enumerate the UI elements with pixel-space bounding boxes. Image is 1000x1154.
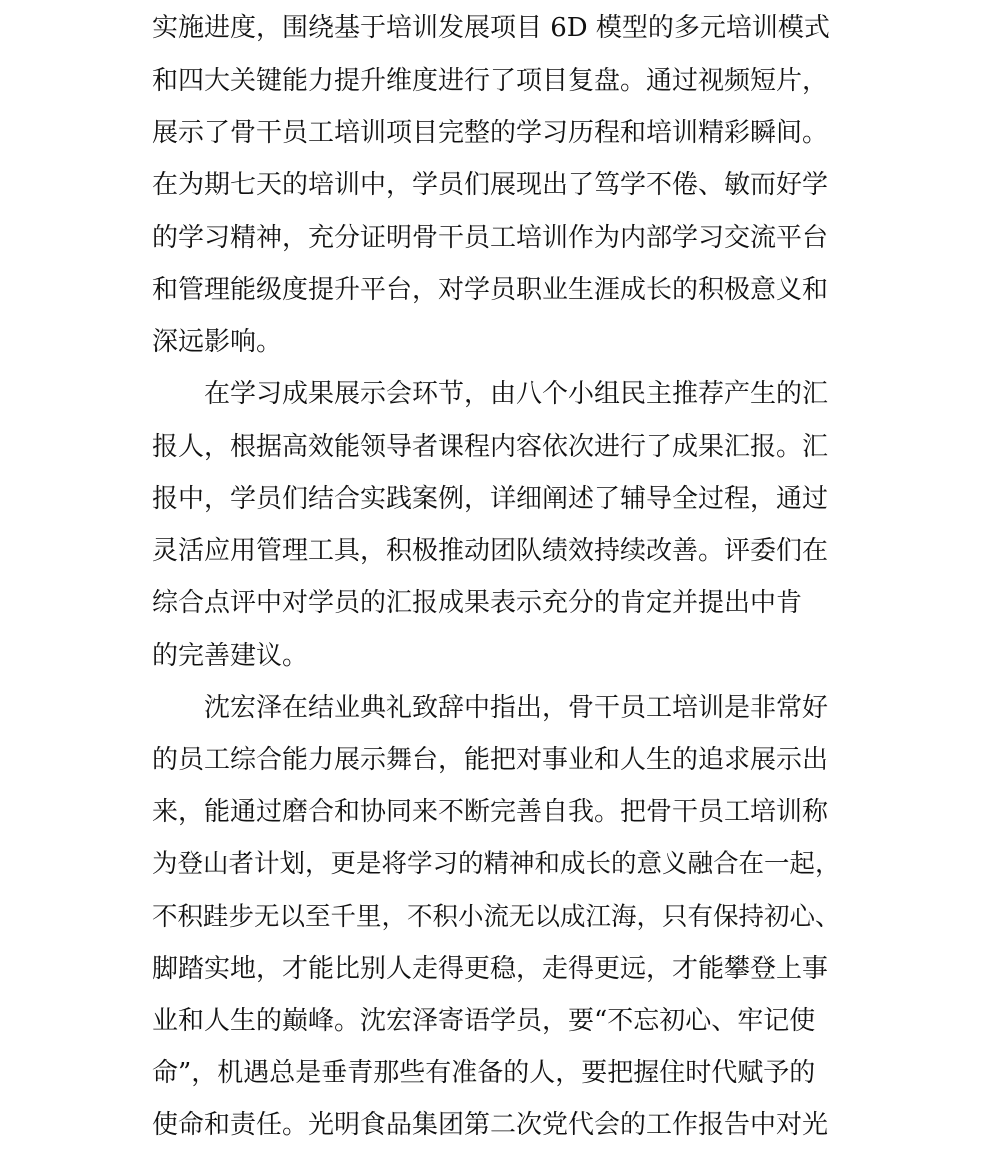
text-line: 报中，学员们结合实践案例，详细阐述了辅导全过程，通过 [152, 484, 829, 514]
text-line: 和四大关键能力提升维度进行了项目复盘。通过视频短片， [152, 66, 829, 96]
text-line: 综合点评中对学员的汇报成果表示充分的肯定并提出中肯 [152, 588, 803, 618]
text-line: 为登山者计划，更是将学习的精神和成长的意义融合在一起， [152, 849, 841, 879]
text-line: 使命和责任。光明食品集团第二次党代会的工作报告中对光 [152, 1110, 829, 1140]
text-line: 在为期七天的培训中，学员们展现出了笃学不倦、敏而好学 [152, 170, 829, 200]
text-line: 命”，机遇总是垂青那些有准备的人，要把握住时代赋予的 [152, 1058, 816, 1088]
text-line: 的员工综合能力展示舞台，能把对事业和人生的追求展示出 [152, 745, 829, 775]
text-line: 和管理能级度提升平台，对学员职业生涯成长的积极意义和 [152, 275, 829, 305]
text-line: 的学习精神，充分证明骨干员工培训作为内部学习交流平台 [152, 223, 829, 253]
text-line: 实施进度，围绕基于培训发展项目 6D 模型的多元培训模式 [152, 13, 830, 43]
text-line: 业和人生的巅峰。沈宏泽寄语学员，要“不忘初心、牢记使 [152, 1006, 816, 1036]
text-line: 的完善建议。 [152, 641, 309, 671]
paragraph-first-line: 在学习成果展示会环节，由八个小组民主推荐产生的汇 [204, 379, 829, 409]
text-line: 来，能通过磨合和协同来不断完善自我。把骨干员工培训称 [152, 797, 829, 827]
text-line: 脚踏实地，才能比别人走得更稳，走得更远，才能攀登上事 [152, 954, 829, 984]
text-line: 深远影响。 [152, 327, 283, 357]
text-line: 展示了骨干员工培训项目完整的学习历程和培训精彩瞬间。 [152, 118, 829, 148]
text-line: 报人，根据高效能领导者课程内容依次进行了成果汇报。汇 [152, 432, 829, 462]
text-line: 不积跬步无以至千里，不积小流无以成江海，只有保持初心、 [152, 902, 841, 932]
paragraph-first-line: 沈宏泽在结业典礼致辞中指出，骨干员工培训是非常好 [204, 693, 829, 723]
text-line: 灵活应用管理工具，积极推动团队绩效持续改善。评委们在 [152, 536, 829, 566]
